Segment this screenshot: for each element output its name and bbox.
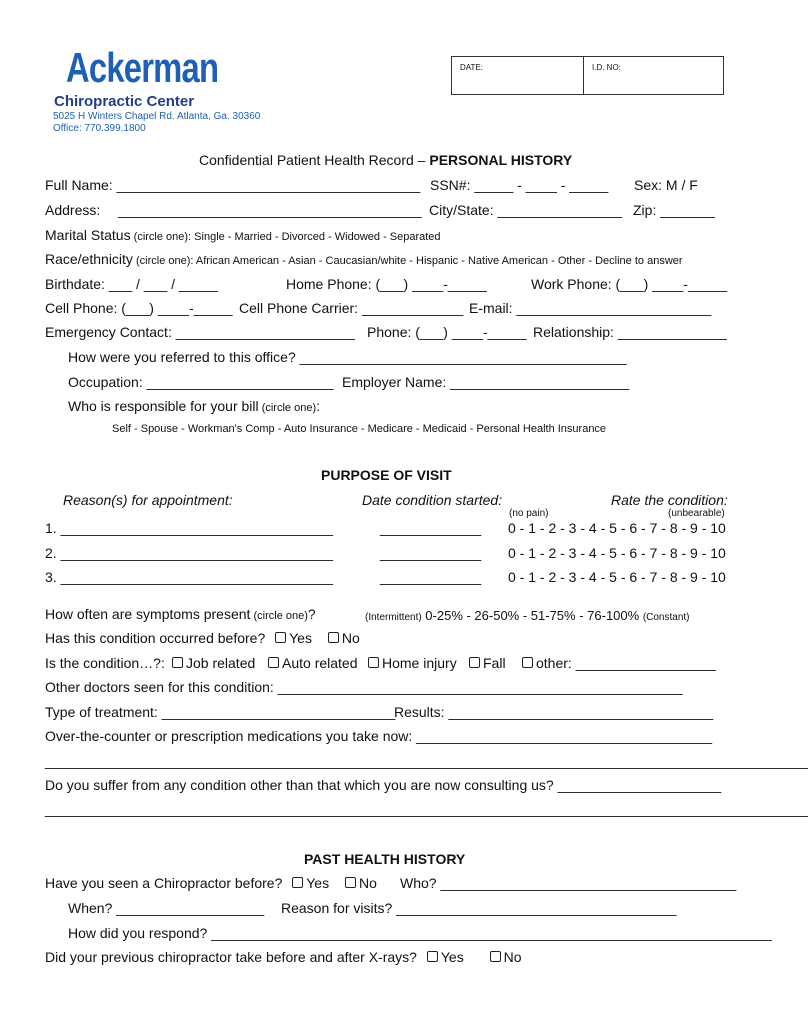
clinic-logo-name: Ackerman <box>66 44 219 91</box>
other-condition-line-2[interactable]: __________________________________________________________________________________________________ <box>45 801 808 817</box>
seen-no-option[interactable] <box>345 875 377 891</box>
seen-yes-label: Yes <box>306 875 330 891</box>
unbearable-label: (unbearable) <box>668 508 725 519</box>
emergency-contact-field[interactable]: Emergency Contact: _______________________ <box>45 324 355 340</box>
race-circle-note: (circle one): <box>132 255 196 267</box>
other-doctors-field[interactable]: Other doctors seen for this condition: ____________________________________________________ <box>45 679 683 695</box>
occurred-no-label: No <box>341 630 360 646</box>
home-injury-label: Home injury <box>382 655 457 671</box>
bill-label: Who is responsible for your bill <box>68 398 259 414</box>
xrays-yes-label: Yes <box>440 949 464 965</box>
referral-field[interactable]: How were you referred to this office? __________________________________________ <box>68 349 627 365</box>
occurred-before-label: Has this condition occurred before? <box>45 630 266 646</box>
date-id-box <box>451 56 724 95</box>
past-history-heading: PAST HEALTH HISTORY <box>304 851 466 867</box>
seen-chiropractor-row <box>45 875 377 891</box>
clinic-street-address: 5025 H Winters Chapel Rd. Atlanta, Ga. 30360 <box>53 111 261 122</box>
birthdate-field[interactable]: Birthdate: ___ / ___ / _____ <box>45 276 218 292</box>
city-state-field[interactable]: City/State: ________________ <box>429 202 623 218</box>
auto-related-option[interactable] <box>268 655 358 671</box>
seen-yes-option[interactable] <box>292 875 329 891</box>
form-title-prefix: Confidential Patient Health Record – <box>199 152 430 168</box>
emergency-phone-field[interactable]: Phone: (___) ____-_____ <box>367 324 527 340</box>
response-field[interactable]: How did you respond? ________________________________________________________________________ <box>68 925 772 941</box>
checkbox-icon[interactable] <box>275 632 286 643</box>
frequency-ranges[interactable]: 0-25% - 26-50% - 51-75% - 76-100% <box>421 608 643 623</box>
who-field[interactable]: Who? ______________________________________ <box>400 875 737 891</box>
pain-scale-1[interactable]: 0 - 1 - 2 - 3 - 4 - 5 - 6 - 7 - 8 - 9 - 10 <box>508 520 726 536</box>
job-related-option[interactable] <box>172 655 255 671</box>
clinic-address <box>53 111 260 135</box>
cell-phone-field[interactable]: Cell Phone: (___) ____-_____ <box>45 300 233 316</box>
xrays-label: Did your previous chiropractor take before and after X-rays? <box>45 949 417 965</box>
seen-chiropractor-label: Have you seen a Chiropractor before? <box>45 875 283 891</box>
checkbox-icon[interactable] <box>328 632 339 643</box>
checkbox-icon[interactable] <box>292 877 303 888</box>
intermittent-label: (Intermittent) <box>365 612 422 623</box>
bill-colon: : <box>316 398 320 414</box>
no-pain-label: (no pain) <box>509 508 549 519</box>
checkbox-icon[interactable] <box>427 951 438 962</box>
xrays-row <box>45 949 522 965</box>
marital-circle-note: (circle one): <box>130 231 195 243</box>
clinic-office-phone: Office: 770.399.1800 <box>53 123 146 134</box>
date-started-header: Date condition started: <box>362 492 503 508</box>
checkbox-icon[interactable] <box>268 657 279 668</box>
id-number-field[interactable]: I.D. NO: <box>592 63 621 72</box>
race-label: Race/ethnicity <box>45 251 133 267</box>
other-condition-field[interactable]: Do you suffer from any condition other than that which you are now consulting us? _____________________ <box>45 777 722 793</box>
ssn-field[interactable]: SSN#: _____ - ____ - _____ <box>430 177 609 193</box>
date-field-2[interactable]: _____________ <box>380 545 482 561</box>
reason-field-2[interactable]: 2. ___________________________________ <box>45 545 334 561</box>
date-field-3[interactable]: _____________ <box>380 569 482 585</box>
clinic-logo-subtitle: Chiropractic Center <box>54 93 195 110</box>
bill-circle-note: (circle one) <box>258 402 317 414</box>
reason-field-3[interactable]: 3. ___________________________________ <box>45 569 334 585</box>
symptom-frequency-question <box>45 606 316 622</box>
fall-option[interactable] <box>469 655 506 671</box>
full-name-field[interactable]: Full Name: _______________________________________ <box>45 177 421 193</box>
pain-scale-3[interactable]: 0 - 1 - 2 - 3 - 4 - 5 - 6 - 7 - 8 - 9 - 10 <box>508 569 726 585</box>
occurred-before-row <box>45 630 360 646</box>
address-label: Address: <box>45 202 101 218</box>
checkbox-icon[interactable] <box>490 951 501 962</box>
race-options[interactable]: African American - Asian - Caucasian/white - Hispanic - Native American - Other - Decline to answer <box>195 255 683 267</box>
date-field-1[interactable]: _____________ <box>380 520 482 536</box>
medications-field[interactable]: Over-the-counter or prescription medications you take now: ______________________________________ <box>45 728 713 744</box>
reasons-header: Reason(s) for appointment: <box>63 492 233 508</box>
work-phone-field[interactable]: Work Phone: (___) ____-_____ <box>531 276 727 292</box>
occurred-yes-option[interactable] <box>275 630 312 646</box>
other-label[interactable]: other: __________________ <box>536 655 716 671</box>
home-phone-field[interactable]: Home Phone: (___) ____-_____ <box>286 276 487 292</box>
date-field[interactable]: DATE: <box>452 57 584 94</box>
job-related-label: Job related <box>186 655 256 671</box>
form-title <box>199 152 572 168</box>
is-condition-label: Is the condition…?: <box>45 655 165 671</box>
marital-status-label: Marital Status <box>45 227 131 243</box>
checkbox-icon[interactable] <box>345 877 356 888</box>
form-title-bold: PERSONAL HISTORY <box>429 152 573 168</box>
xrays-no-option[interactable] <box>490 949 522 965</box>
symptom-frequency-options[interactable] <box>365 607 690 623</box>
bill-options[interactable]: Self - Spouse - Workman's Comp - Auto Insurance - Medicare - Medicaid - Personal Health Insurance <box>112 423 607 435</box>
medications-line-2[interactable]: __________________________________________________________________________________________________ <box>45 753 808 769</box>
address-field[interactable]: _______________________________________ <box>118 202 422 218</box>
xrays-yes-option[interactable] <box>427 949 464 965</box>
auto-related-label: Auto related <box>282 655 358 671</box>
checkbox-icon[interactable] <box>172 657 183 668</box>
marital-status-row[interactable] <box>45 227 441 243</box>
race-row[interactable] <box>45 251 683 267</box>
treatment-type-field[interactable]: Type of treatment: ______________________________ <box>45 704 396 720</box>
sex-field[interactable]: Sex: M / F <box>634 177 698 193</box>
cell-carrier-field[interactable]: Cell Phone Carrier: _____________ <box>239 300 464 316</box>
reason-field-1[interactable]: 1. ___________________________________ <box>45 520 334 536</box>
rate-condition-header: Rate the condition: <box>611 492 728 508</box>
fall-label: Fall <box>483 655 506 671</box>
home-injury-option[interactable] <box>368 655 457 671</box>
occurred-no-option[interactable] <box>328 630 360 646</box>
how-often-q: ? <box>307 606 316 622</box>
occurred-yes-label: Yes <box>289 630 312 646</box>
constant-label: (Constant) <box>642 612 690 623</box>
results-field[interactable]: Results: __________________________________ <box>394 704 714 720</box>
employer-field[interactable]: Employer Name: _______________________ <box>342 374 630 390</box>
bill-responsibility-label <box>68 398 320 414</box>
checkbox-icon[interactable] <box>469 657 480 668</box>
zip-field[interactable]: Zip: _______ <box>633 202 715 218</box>
occupation-field[interactable]: Occupation: ________________________ <box>68 374 334 390</box>
pain-scale-2[interactable]: 0 - 1 - 2 - 3 - 4 - 5 - 6 - 7 - 8 - 9 - 10 <box>508 545 726 561</box>
when-field[interactable]: When? ___________________ <box>68 900 265 916</box>
checkbox-icon[interactable] <box>368 657 379 668</box>
visit-reason-field[interactable]: Reason for visits? ____________________________________ <box>281 900 677 916</box>
checkbox-icon[interactable] <box>522 657 533 668</box>
purpose-heading: PURPOSE OF VISIT <box>321 467 452 483</box>
email-field[interactable]: E-mail: _________________________ <box>469 300 712 316</box>
other-option[interactable] <box>522 655 716 671</box>
xrays-no-label: No <box>503 949 522 965</box>
how-often-note: (circle one) <box>250 610 308 622</box>
relationship-field[interactable]: Relationship: ______________ <box>533 324 727 340</box>
how-often-label: How often are symptoms present <box>45 606 251 622</box>
marital-options[interactable]: Single - Married - Divorced - Widowed - Separated <box>194 231 441 243</box>
seen-no-label: No <box>358 875 377 891</box>
